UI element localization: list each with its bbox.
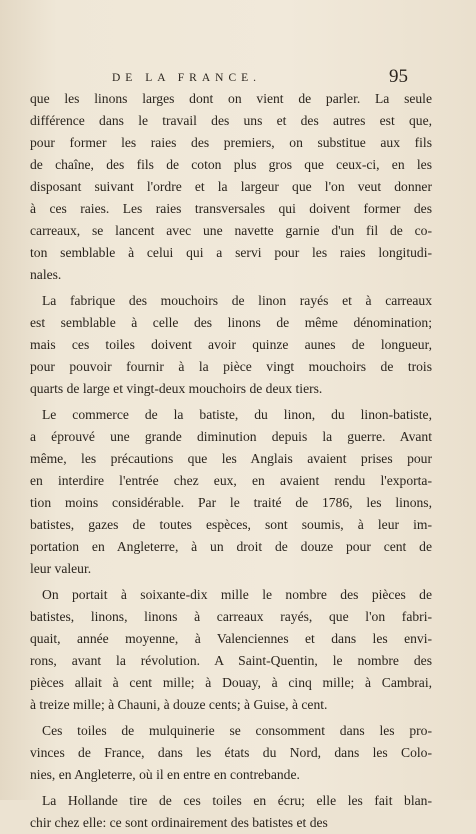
page-header bbox=[112, 66, 408, 90]
paragraph bbox=[30, 404, 432, 580]
text-line: pour former les raies des premiers, on substitue aux fils bbox=[30, 135, 432, 150]
text-line: portation en Angleterre, à un droit de douze pour cent de bbox=[30, 539, 432, 554]
text-line: leur valeur. bbox=[30, 561, 92, 576]
text-line: que les linons larges dont on vient de parler. La seule bbox=[30, 91, 432, 106]
text-line: vinces de France, dans les états du Nord, dans les Colo- bbox=[30, 745, 432, 760]
text-line: batistes, linons, linons à carreaux rayés, que l'on fabri- bbox=[30, 609, 432, 624]
text-line: à ces raies. Les raies transversales qui doivent former des bbox=[30, 201, 432, 216]
page-number: 95 bbox=[389, 66, 408, 87]
text-line: rons, avant la révolution. A Saint-Quentin, le nombre des bbox=[30, 653, 432, 668]
text-line: carreaux, se lancent avec une navette garnie d'un fil de co- bbox=[30, 223, 432, 238]
paragraph bbox=[30, 88, 432, 286]
text-line: a éprouvé une grande diminution depuis la guerre. Avant bbox=[30, 429, 432, 444]
text-line: à treize mille; à Chauni, à douze cents; à Guise, à cent. bbox=[30, 697, 328, 712]
text-line: chir chez elle: ce sont ordinairement des batistes et des bbox=[30, 815, 328, 830]
text-line: nies, en Angleterre, où il en entre en contrebande. bbox=[30, 767, 300, 782]
text-line: La fabrique des mouchoirs de linon rayés et à carreaux bbox=[42, 293, 432, 308]
text-line: pièces allait à cent mille; à Douay, à cinq mille; à Cambrai, bbox=[30, 675, 432, 690]
text-line: Le commerce de la batiste, du linon, du linon-batiste, bbox=[42, 407, 432, 422]
text-line: de chaîne, des fils de coton plus gros que ceux-ci, en les bbox=[30, 157, 432, 172]
text-line: est semblable à celle des linons de même dénomination; bbox=[30, 315, 432, 330]
text-line: ton semblable à celui qui a servi pour les raies longitudi- bbox=[30, 245, 432, 260]
text-line: tion moins considérable. Par le traité de 1786, les linons, bbox=[30, 495, 432, 510]
text-line: différence dans le travail des uns et des autres est que, bbox=[30, 113, 432, 128]
text-line: même, les précautions que les Anglais avaient prises pour bbox=[30, 451, 432, 466]
text-line: quarts de large et vingt-deux mouchoirs de deux tiers. bbox=[30, 381, 323, 396]
paragraph bbox=[30, 790, 432, 834]
text-line: Ces toiles de mulquinerie se consomment dans les pro- bbox=[42, 723, 432, 738]
paragraph bbox=[30, 290, 432, 400]
text-line: disposant suivant l'ordre et la largeur que l'on veut donner bbox=[30, 179, 432, 194]
text-line: La Hollande tire de ces toiles en écru; elle les fait blan- bbox=[42, 793, 432, 808]
running-title: DE LA FRANCE. bbox=[112, 72, 262, 84]
text-line: nales. bbox=[30, 267, 62, 282]
text-line: quait, année moyenne, à Valenciennes et dans les envi- bbox=[30, 631, 432, 646]
paragraph bbox=[30, 584, 432, 716]
paragraph bbox=[30, 720, 432, 786]
text-line: en interdire l'entrée chez eux, en avaient rendu l'exporta- bbox=[30, 473, 432, 488]
text-line: batistes, gazes de toutes espèces, sont soumis, à leur im- bbox=[30, 517, 432, 532]
text-line: pour pouvoir fournir à la pièce vingt mouchoirs de trois bbox=[30, 359, 432, 374]
body-text bbox=[30, 88, 432, 834]
text-line: On portait à soixante-dix mille le nombre des pièces de bbox=[42, 587, 432, 602]
text-line: mais ces toiles doivent avoir quinze aunes de longueur, bbox=[30, 337, 432, 352]
